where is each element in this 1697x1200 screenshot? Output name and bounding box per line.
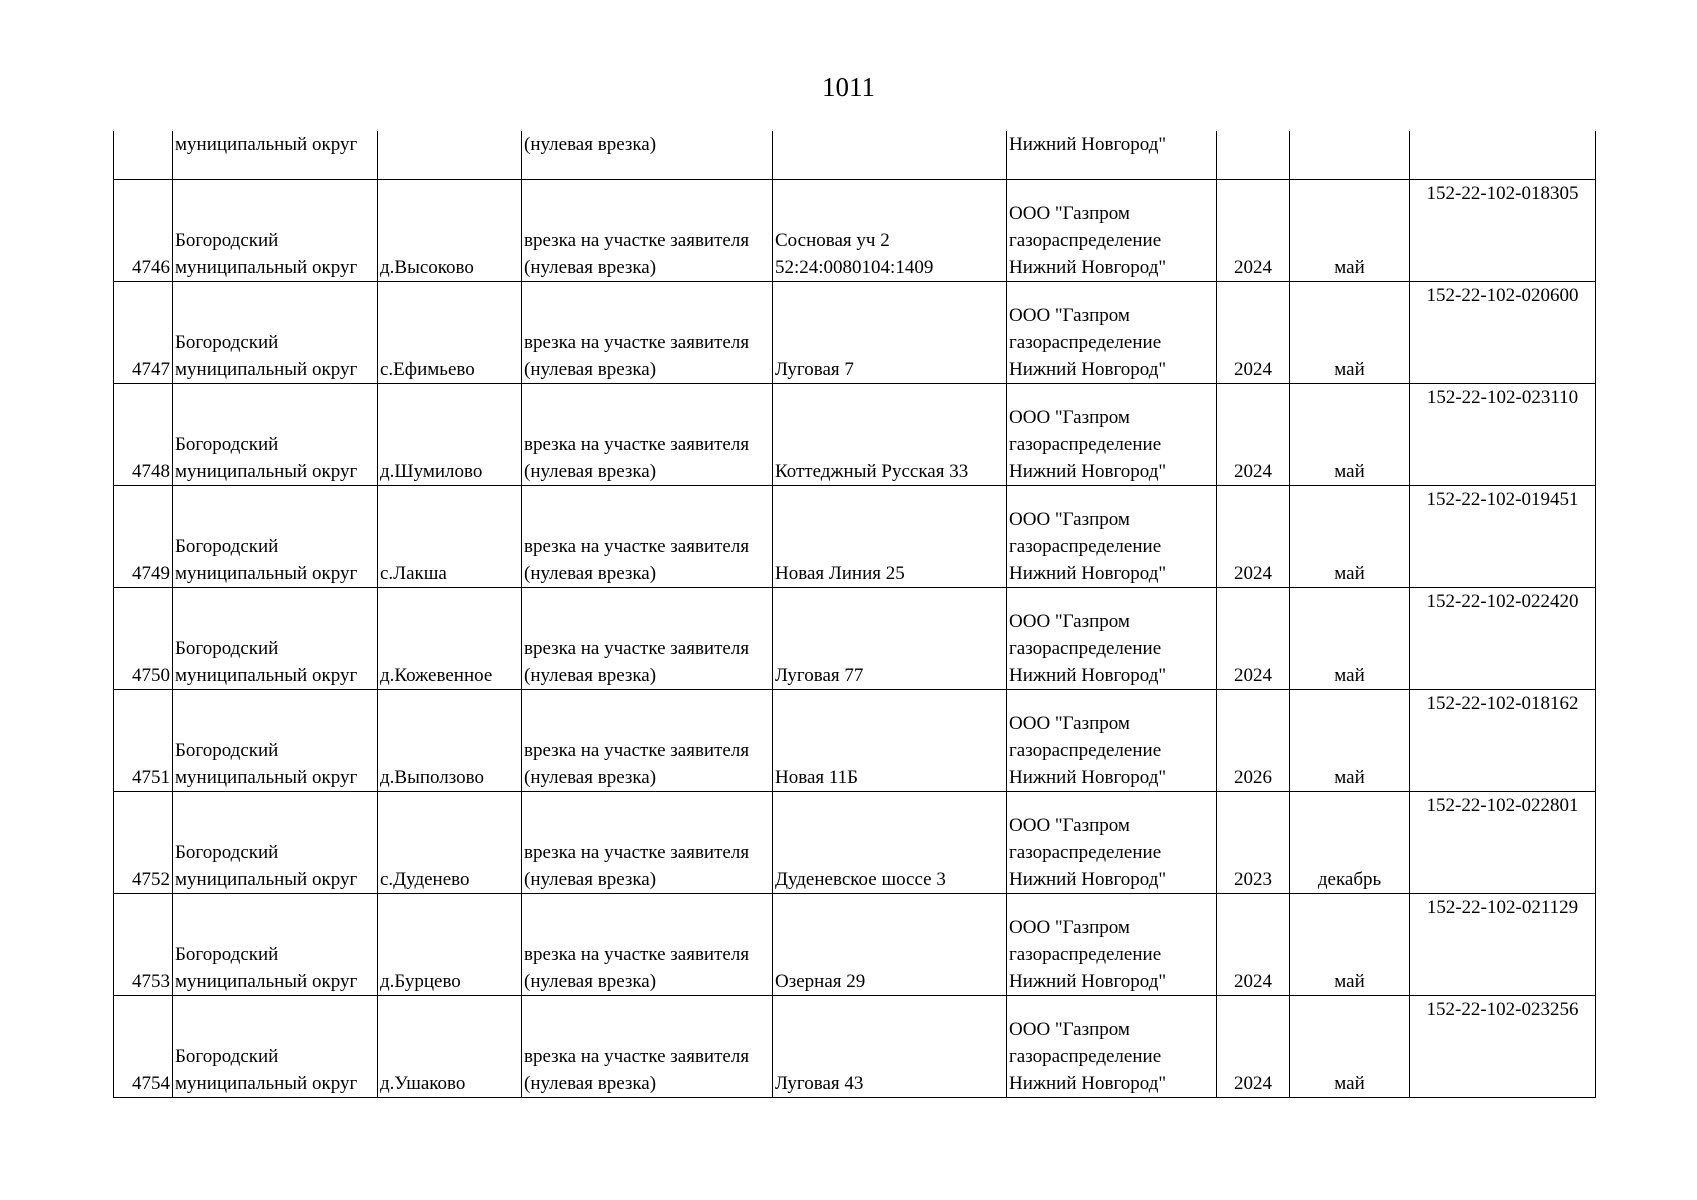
district-line-2: муниципальный округ bbox=[175, 869, 358, 890]
cell-organization bbox=[1007, 792, 1217, 894]
cell-address bbox=[773, 996, 1007, 1098]
cell-number: 4752 bbox=[114, 792, 173, 894]
cell-address bbox=[773, 384, 1007, 486]
organization-line-3: Нижний Новгород" bbox=[1009, 563, 1167, 584]
cell-settlement: д.Ушаково bbox=[378, 996, 522, 1098]
cell-year: 2023 bbox=[1217, 792, 1290, 894]
table-row bbox=[114, 894, 1596, 996]
connection-type-line-2: (нулевая врезка) bbox=[524, 359, 657, 380]
cell-code: 152-22-102-019451 bbox=[1410, 486, 1596, 588]
cell-connection-type bbox=[522, 894, 773, 996]
cell-number bbox=[114, 131, 173, 180]
district-line-1: Богородский bbox=[175, 1046, 279, 1067]
address-line-2: Дуденевское шоссе 3 bbox=[775, 869, 946, 890]
district-line-1: Богородский bbox=[175, 536, 279, 557]
organization-line-1: ООО "Газпром bbox=[1009, 1019, 1130, 1040]
connection-type-line-2: (нулевая врезка) bbox=[524, 869, 657, 890]
cell-district bbox=[173, 690, 378, 792]
connection-type-line-2: (нулевая врезка) bbox=[524, 971, 657, 992]
cell-district: муниципальный округ bbox=[173, 131, 378, 180]
connection-type-line-1: врезка на участке заявителя bbox=[524, 944, 750, 965]
cell-organization bbox=[1007, 180, 1217, 282]
table-row bbox=[114, 384, 1596, 486]
district-line-2: муниципальный округ bbox=[175, 563, 358, 584]
cell-year: 2024 bbox=[1217, 588, 1290, 690]
connection-type-line-2: (нулевая врезка) bbox=[524, 665, 657, 686]
cell-code: 152-22-102-023110 bbox=[1410, 384, 1596, 486]
district-line-2: муниципальный округ bbox=[175, 257, 358, 278]
cell-code: 152-22-102-022420 bbox=[1410, 588, 1596, 690]
cell-organization bbox=[1007, 486, 1217, 588]
organization-line-3: Нижний Новгород" bbox=[1009, 869, 1167, 890]
connection-type-line-1: врезка на участке заявителя bbox=[524, 842, 750, 863]
organization-line-1: ООО "Газпром bbox=[1009, 611, 1130, 632]
cell-month: май bbox=[1290, 894, 1410, 996]
gas-connection-table bbox=[113, 131, 1596, 1098]
district-line-2: муниципальный округ bbox=[175, 971, 358, 992]
organization-line-3: Нижний Новгород" bbox=[1009, 971, 1167, 992]
cell-settlement: с.Ефимьево bbox=[378, 282, 522, 384]
cell-month: май bbox=[1290, 384, 1410, 486]
cell-year: 2024 bbox=[1217, 486, 1290, 588]
cell-month: май bbox=[1290, 486, 1410, 588]
cell-number: 4748 bbox=[114, 384, 173, 486]
cell-connection-type bbox=[522, 486, 773, 588]
address-line-2: Озерная 29 bbox=[775, 971, 866, 992]
district-line-2: муниципальный округ bbox=[175, 359, 358, 380]
organization-line-2: газораспределение bbox=[1009, 230, 1162, 251]
connection-type-line-2: (нулевая врезка) bbox=[524, 257, 657, 278]
table-row bbox=[114, 996, 1596, 1098]
cell-code bbox=[1410, 131, 1596, 180]
cell-settlement: д.Высоково bbox=[378, 180, 522, 282]
address-line-2: 52:24:0080104:1409 bbox=[775, 257, 934, 278]
cell-organization bbox=[1007, 588, 1217, 690]
cell-number: 4747 bbox=[114, 282, 173, 384]
connection-type-line-1: врезка на участке заявителя bbox=[524, 332, 750, 353]
cell-district bbox=[173, 384, 378, 486]
page-number: 1011 bbox=[822, 72, 875, 102]
cell-number: 4750 bbox=[114, 588, 173, 690]
cell-address bbox=[773, 282, 1007, 384]
organization-line-3: Нижний Новгород" bbox=[1009, 359, 1167, 380]
cell-number: 4753 bbox=[114, 894, 173, 996]
connection-type-line-2: (нулевая врезка) bbox=[524, 563, 657, 584]
connection-type-line-2: (нулевая врезка) bbox=[524, 767, 657, 788]
connection-type-line-1: врезка на участке заявителя bbox=[524, 230, 750, 251]
cell-code: 152-22-102-020600 bbox=[1410, 282, 1596, 384]
connection-type-line-1: врезка на участке заявителя bbox=[524, 1046, 750, 1067]
address-line-2: Луговая 43 bbox=[775, 1073, 864, 1094]
connection-type-line-2: (нулевая врезка) bbox=[524, 461, 657, 482]
organization-line-2: газораспределение bbox=[1009, 638, 1162, 659]
address-line-2: Луговая 77 bbox=[775, 665, 864, 686]
cell-district bbox=[173, 792, 378, 894]
connection-type-line-1: врезка на участке заявителя bbox=[524, 638, 750, 659]
cell-month: май bbox=[1290, 282, 1410, 384]
cell-address bbox=[773, 690, 1007, 792]
organization-line-3: Нижний Новгород" bbox=[1009, 461, 1167, 482]
cell-month: май bbox=[1290, 690, 1410, 792]
organization-line-1: ООО "Газпром bbox=[1009, 203, 1130, 224]
cell-number: 4754 bbox=[114, 996, 173, 1098]
cell-address bbox=[773, 486, 1007, 588]
cell-connection-type bbox=[522, 384, 773, 486]
cell-year: 2024 bbox=[1217, 996, 1290, 1098]
district-line-1: Богородский bbox=[175, 332, 279, 353]
district-line-1: Богородский bbox=[175, 944, 279, 965]
cell-connection-type bbox=[522, 690, 773, 792]
cell-code: 152-22-102-018305 bbox=[1410, 180, 1596, 282]
cell-code: 152-22-102-023256 bbox=[1410, 996, 1596, 1098]
district-line-2: муниципальный округ bbox=[175, 767, 358, 788]
cell-month: декабрь bbox=[1290, 792, 1410, 894]
cell-district bbox=[173, 486, 378, 588]
cell-address bbox=[773, 588, 1007, 690]
cell-connection-type: (нулевая врезка) bbox=[522, 131, 773, 180]
cell-year: 2024 bbox=[1217, 282, 1290, 384]
connection-type-line-1: врезка на участке заявителя bbox=[524, 740, 750, 761]
cell-code: 152-22-102-018162 bbox=[1410, 690, 1596, 792]
cell-settlement: с.Дуденево bbox=[378, 792, 522, 894]
organization-line-1: ООО "Газпром bbox=[1009, 509, 1130, 530]
address-line-2: Луговая 7 bbox=[775, 359, 854, 380]
organization-line-2: газораспределение bbox=[1009, 434, 1162, 455]
district-line-2: муниципальный округ bbox=[175, 461, 358, 482]
district-line-2: муниципальный округ bbox=[175, 665, 358, 686]
cell-month: май bbox=[1290, 588, 1410, 690]
organization-line-1: ООО "Газпром bbox=[1009, 713, 1130, 734]
cell-district bbox=[173, 180, 378, 282]
cell-settlement: д.Кожевенное bbox=[378, 588, 522, 690]
cell-connection-type bbox=[522, 792, 773, 894]
organization-line-3: Нижний Новгород" bbox=[1009, 1073, 1167, 1094]
address-line-2: Новая Линия 25 bbox=[775, 563, 905, 584]
table-body bbox=[114, 131, 1596, 1098]
cell-organization bbox=[1007, 384, 1217, 486]
district-line-1: Богородский bbox=[175, 434, 279, 455]
cell-connection-type bbox=[522, 588, 773, 690]
table-row bbox=[114, 180, 1596, 282]
organization-line-3: Нижний Новгород" bbox=[1009, 257, 1167, 278]
cell-district bbox=[173, 282, 378, 384]
organization-line-2: газораспределение bbox=[1009, 536, 1162, 557]
organization-line-1: ООО "Газпром bbox=[1009, 305, 1130, 326]
table-row bbox=[114, 792, 1596, 894]
district-line-2: муниципальный округ bbox=[175, 1073, 358, 1094]
organization-line-2: газораспределение bbox=[1009, 1046, 1162, 1067]
cell-organization bbox=[1007, 894, 1217, 996]
address-line-2: Коттеджный Русская 33 bbox=[775, 461, 969, 482]
table-row bbox=[114, 588, 1596, 690]
district-line-1: Богородский bbox=[175, 842, 279, 863]
district-line-1: Богородский bbox=[175, 638, 279, 659]
cell-year: 2024 bbox=[1217, 894, 1290, 996]
cell-settlement: д.Шумилово bbox=[378, 384, 522, 486]
cell-address bbox=[773, 180, 1007, 282]
cell-year: 2024 bbox=[1217, 384, 1290, 486]
cell-district bbox=[173, 996, 378, 1098]
organization-line-1: ООО "Газпром bbox=[1009, 815, 1130, 836]
cell-settlement: с.Лакша bbox=[378, 486, 522, 588]
table-row bbox=[114, 282, 1596, 384]
cell-address bbox=[773, 792, 1007, 894]
organization-line-3: Нижний Новгород" bbox=[1009, 665, 1167, 686]
organization-line-2: газораспределение bbox=[1009, 740, 1162, 761]
organization-line-1: ООО "Газпром bbox=[1009, 407, 1130, 428]
cell-district bbox=[173, 894, 378, 996]
cell-organization bbox=[1007, 996, 1217, 1098]
cell-number: 4751 bbox=[114, 690, 173, 792]
district-line-1: Богородский bbox=[175, 740, 279, 761]
continuation-row bbox=[114, 131, 1596, 180]
cell-connection-type bbox=[522, 282, 773, 384]
table-row bbox=[114, 486, 1596, 588]
cell-organization: Нижний Новгород" bbox=[1007, 131, 1217, 180]
cell-code: 152-22-102-022801 bbox=[1410, 792, 1596, 894]
cell-number: 4749 bbox=[114, 486, 173, 588]
cell-year: 2026 bbox=[1217, 690, 1290, 792]
cell-district bbox=[173, 588, 378, 690]
cell-year bbox=[1217, 131, 1290, 180]
cell-connection-type bbox=[522, 996, 773, 1098]
connection-type-line-1: врезка на участке заявителя bbox=[524, 434, 750, 455]
cell-organization bbox=[1007, 282, 1217, 384]
cell-address bbox=[773, 131, 1007, 180]
cell-code: 152-22-102-021129 bbox=[1410, 894, 1596, 996]
organization-line-2: газораспределение bbox=[1009, 332, 1162, 353]
cell-number: 4746 bbox=[114, 180, 173, 282]
cell-settlement bbox=[378, 131, 522, 180]
cell-organization bbox=[1007, 690, 1217, 792]
address-line-1: Сосновая уч 2 bbox=[775, 230, 890, 251]
table-row bbox=[114, 690, 1596, 792]
cell-month bbox=[1290, 131, 1410, 180]
cell-connection-type bbox=[522, 180, 773, 282]
address-line-2: Новая 11Б bbox=[775, 767, 859, 788]
connection-type-line-1: врезка на участке заявителя bbox=[524, 536, 750, 557]
connection-type-line-2: (нулевая врезка) bbox=[524, 1073, 657, 1094]
organization-line-2: газораспределение bbox=[1009, 842, 1162, 863]
organization-line-2: газораспределение bbox=[1009, 944, 1162, 965]
cell-year: 2024 bbox=[1217, 180, 1290, 282]
cell-month: май bbox=[1290, 996, 1410, 1098]
district-line-1: Богородский bbox=[175, 230, 279, 251]
cell-address bbox=[773, 894, 1007, 996]
cell-settlement: д.Выползово bbox=[378, 690, 522, 792]
organization-line-1: ООО "Газпром bbox=[1009, 917, 1130, 938]
organization-line-3: Нижний Новгород" bbox=[1009, 767, 1167, 788]
cell-settlement: д.Бурцево bbox=[378, 894, 522, 996]
cell-month: май bbox=[1290, 180, 1410, 282]
